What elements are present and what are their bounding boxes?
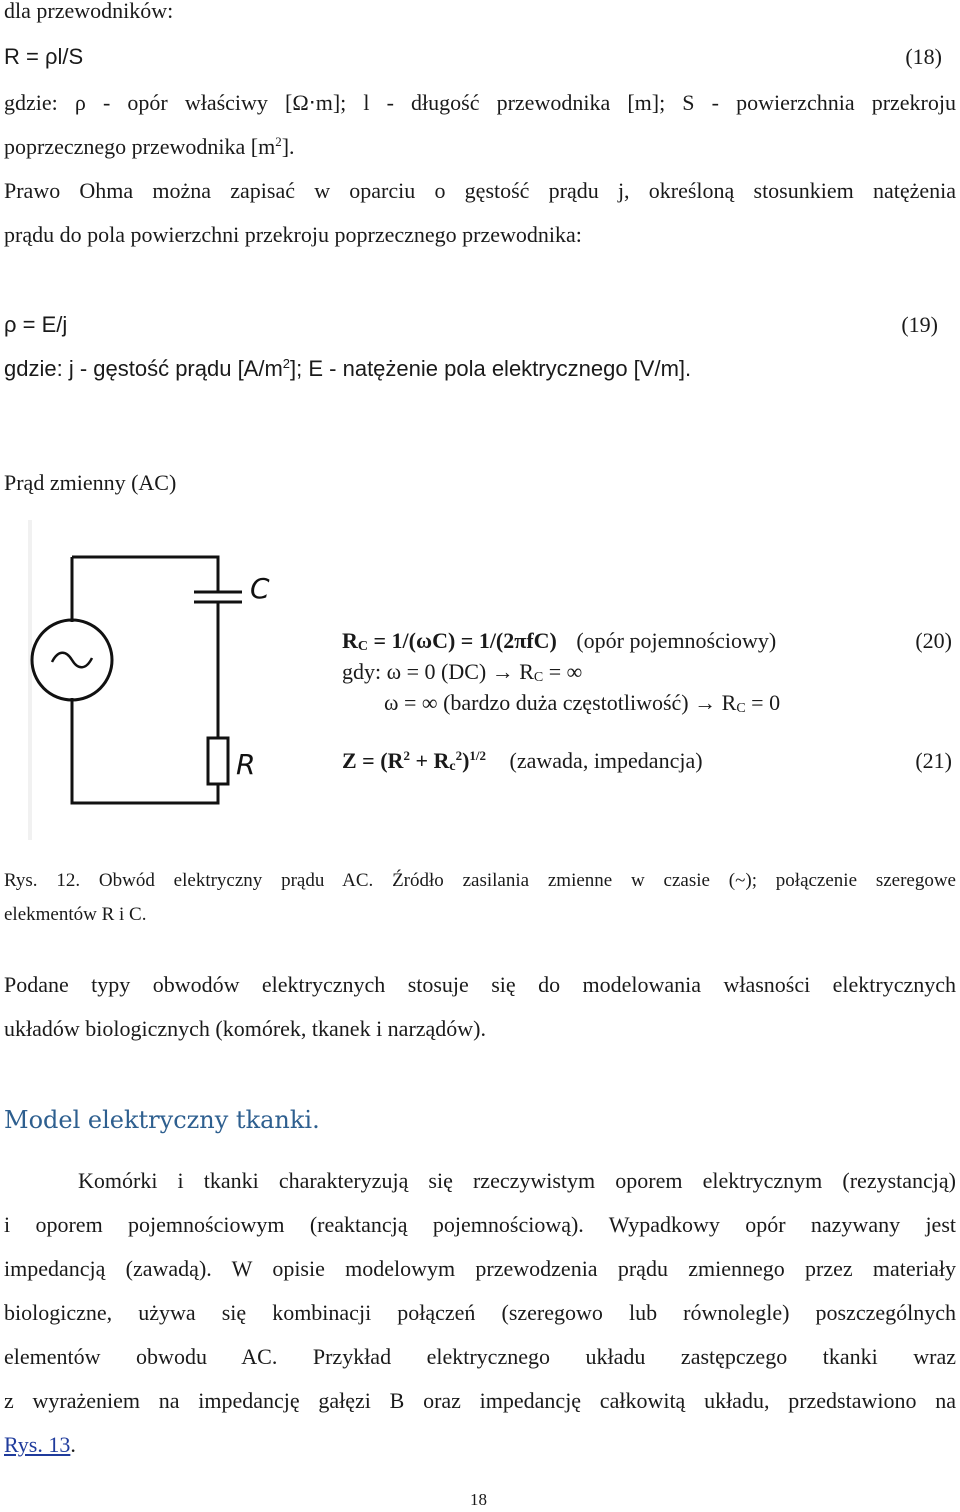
where-19-end: ]; E - natężenie pola elektrycznego [V/m]. (290, 356, 692, 381)
subscript: C (357, 639, 369, 654)
models-line2: układów biologicznych (komórek, tkanek i narządów). (4, 1016, 487, 1041)
equation-18-number: (18) (905, 44, 942, 69)
condition-dc-text: gdy: ω = 0 (DC) → R (342, 659, 534, 684)
where-18-line2-end: ]. (281, 134, 295, 159)
ac-title: Prąd zmienny (AC) (4, 470, 177, 495)
equation-21-number: (21) (915, 748, 952, 773)
resistor-label: R (236, 748, 256, 781)
z-formula-start: Z = (R (342, 748, 404, 773)
section-line7-tail: . (70, 1432, 76, 1457)
conductors-label: dla przewodników: (4, 0, 174, 23)
condition-hf-result: = 0 (745, 690, 781, 715)
section-line4: biologiczne, używa się kombinacji połączeń (szeregowo lub równolegle) poszczególnych (4, 1300, 956, 1325)
sine-icon (52, 653, 92, 668)
where-18-line2 (4, 134, 295, 160)
z-description: (zawada, impedancja) (509, 748, 703, 773)
subscript: C (736, 701, 746, 716)
where-19-text: gdzie: j - gęstość prądu [A/m (4, 356, 283, 381)
superscript: 2 (275, 134, 282, 149)
equation-18: R = ρl/S (4, 44, 84, 69)
circuit-diagram (28, 520, 328, 840)
condition-dc (342, 659, 582, 685)
ohm-line2: prądu do pola powierzchni przekroju poprzecznego przewodnika: (4, 222, 582, 247)
equation-20-number: (20) (915, 628, 952, 653)
figure-caption-line1: Rys. 12. Obwód elektryczny prądu AC. Źródło zasilania zmienne w czasie (~); połączenie szeregowe (4, 870, 956, 891)
equation-21 (342, 748, 703, 774)
condition-high-frequency (384, 690, 780, 716)
section-line2: i oporem pojemnościowym (reaktancją pojemnościową). Wypadkowy opór nazywany jest (4, 1212, 956, 1237)
superscript: 2 (282, 356, 291, 371)
rc-formula: = 1/(ωC) = 1/(2πfC) (368, 628, 557, 653)
section-line5: elementów obwodu AC. Przykład elektrycznego układu zastępczego tkanki wraz (4, 1344, 956, 1369)
rc-symbol: R (342, 628, 358, 653)
capacitor-label: C (250, 572, 270, 605)
equation-20 (342, 628, 776, 654)
superscript: 1/2 (469, 748, 487, 763)
ohm-line1: Prawo Ohma można zapisać w oparciu o gęstość prądu j, określoną stosunkiem natężenia (4, 178, 956, 203)
superscript: 2 (455, 748, 463, 763)
subscript: c (449, 759, 456, 774)
where-19 (4, 356, 691, 382)
condition-dc-result: = ∞ (543, 659, 583, 684)
rc-description: (opór pojemnościowy) (576, 628, 777, 653)
figure-13-link[interactable]: Rys. 13 (4, 1432, 71, 1457)
section-line1: Komórki i tkanki charakteryzują się rzeczywistym oporem elektrycznym (rezystancją) (78, 1168, 956, 1193)
where-18-line1: gdzie: ρ - opór właściwy [Ω⋅m]; l - długość przewodnika [m]; S - powierzchnia przekroju (4, 90, 956, 115)
models-line1: Podane typy obwodów elektrycznych stosuje się do modelowania własności elektrycznych (4, 972, 956, 997)
page-number: 18 (470, 1490, 487, 1509)
wire-top (72, 557, 218, 592)
section-line7 (4, 1432, 76, 1458)
section-line3: impedancją (zawadą). W opisie modelowym przewodzenia prądu zmiennego przez materiały (4, 1256, 956, 1281)
condition-hf-text: ω = ∞ (bardzo duża częstotliwość) → R (384, 690, 737, 715)
figure-edge (28, 520, 32, 840)
equation-19-number: (19) (901, 312, 938, 337)
subscript: C (533, 670, 544, 685)
section-heading: Model elektryczny tkanki. (4, 1106, 320, 1134)
z-formula-close: ) (462, 748, 470, 773)
wire-bottom (72, 698, 218, 803)
resistor-body (208, 738, 228, 784)
where-18-line2-text: poprzecznego przewodnika [m (4, 134, 276, 159)
z-formula-plus: + R (409, 748, 450, 773)
section-line6: z wyrażeniem na impedancję gałęzi B oraz impedancję całkowitą układu, przedstawiono na (4, 1388, 956, 1413)
equation-19: ρ = E/j (4, 312, 68, 337)
figure-caption-line2: elekmentów R i C. (4, 904, 147, 925)
superscript: 2 (403, 748, 410, 763)
